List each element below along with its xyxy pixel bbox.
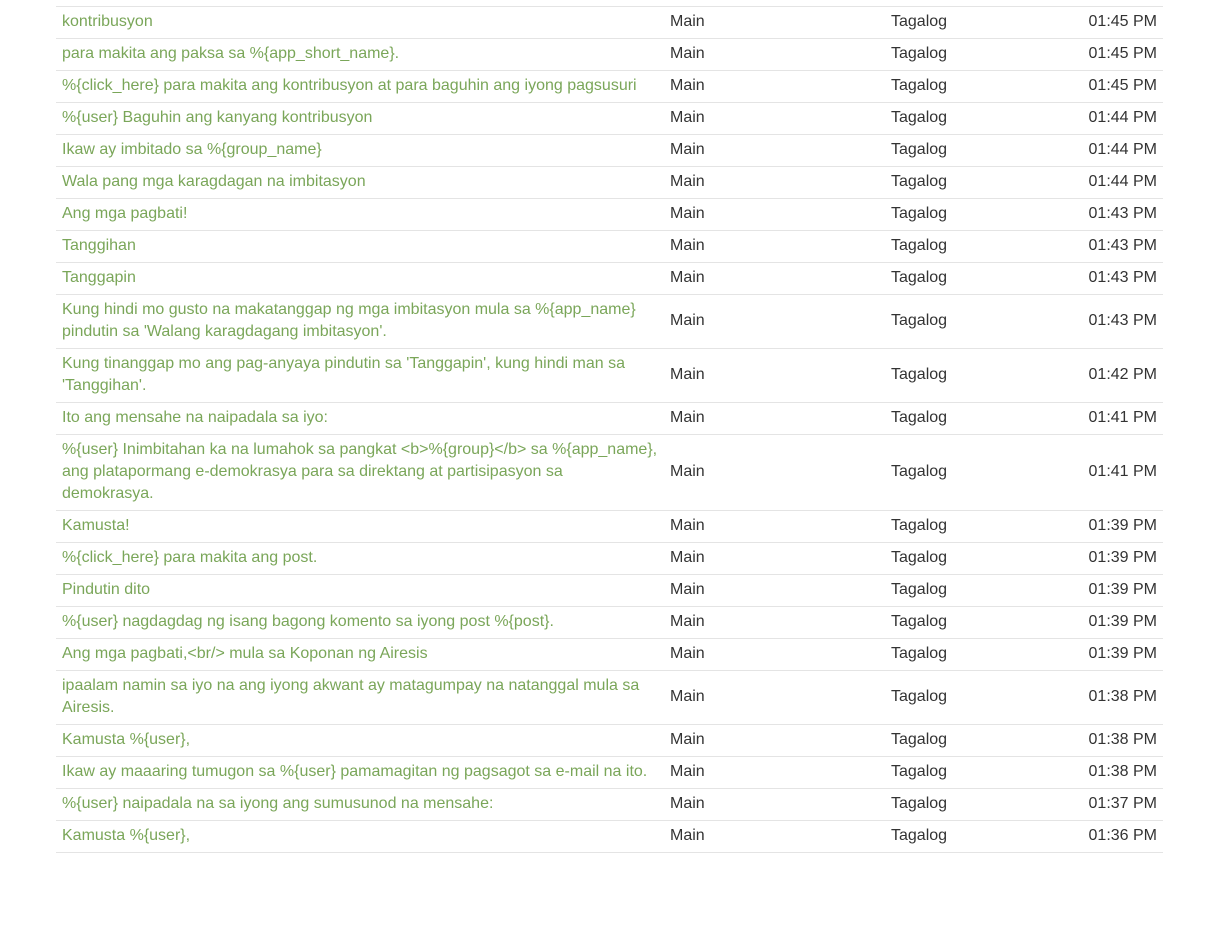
time-cell: 01:39 PM [1088,645,1157,662]
translation-text-link[interactable]: ipaalam namin sa iyo na ang iyong akwant ay matagumpay na natanggal mula sa Airesis. [62,677,640,716]
module-cell: Main [670,141,705,158]
language-cell: Tagalog [891,688,948,705]
module-cell: Main [670,13,705,30]
translation-text-link[interactable]: Tanggihan [62,237,136,254]
table-row [56,757,1163,789]
time-cell: 01:43 PM [1088,269,1157,286]
language-cell: Tagalog [891,409,948,426]
language-cell: Tagalog [891,77,948,94]
time-cell: 01:44 PM [1088,173,1157,190]
table-row [56,435,1163,511]
module-cell: Main [670,517,705,534]
module-cell: Main [670,463,705,480]
time-cell: 01:43 PM [1088,312,1157,329]
language-cell: Tagalog [891,237,948,254]
language-cell: Tagalog [891,312,948,329]
module-cell: Main [670,731,705,748]
translation-text-link[interactable]: Kung hindi mo gusto na makatanggap ng mga imbitasyon mula sa %{app_name} pindutin sa 'Walang karagdagang imbitasyon'. [62,301,636,340]
table-row [56,543,1163,575]
translations-table [56,6,1163,853]
language-cell: Tagalog [891,269,948,286]
translation-text-link[interactable]: %{user} Inimbitahan ka na lumahok sa pangkat <b>%{group}</b> sa %{app_name}, ang platapormang e-demokrasya para sa direktang at partisipasyon sa demokrasya. [62,441,658,502]
translation-text-link[interactable]: Kamusta %{user}, [62,731,191,748]
translation-text-link[interactable]: kontribusyon [62,13,153,30]
module-cell: Main [670,366,705,383]
language-cell: Tagalog [891,581,948,598]
language-cell: Tagalog [891,45,948,62]
table-row [56,199,1163,231]
table-row [56,103,1163,135]
module-cell: Main [670,409,705,426]
language-cell: Tagalog [891,731,948,748]
translation-text-link[interactable]: Ikaw ay maaaring tumugon sa %{user} pamamagitan ng pagsagot sa e-mail na ito. [62,763,648,780]
translations-table-body [56,7,1163,853]
table-row [56,349,1163,403]
table-row [56,607,1163,639]
time-cell: 01:38 PM [1088,731,1157,748]
table-row [56,295,1163,349]
module-cell: Main [670,205,705,222]
table-row [56,671,1163,725]
time-cell: 01:36 PM [1088,827,1157,844]
module-cell: Main [670,581,705,598]
language-cell: Tagalog [891,13,948,30]
table-row [56,789,1163,821]
language-cell: Tagalog [891,517,948,534]
table-row [56,511,1163,543]
module-cell: Main [670,688,705,705]
time-cell: 01:45 PM [1088,45,1157,62]
table-row [56,725,1163,757]
translation-text-link[interactable]: Kung tinanggap mo ang pag-anyaya pindutin sa 'Tanggapin', kung hindi man sa 'Tanggihan'. [62,355,625,394]
module-cell: Main [670,763,705,780]
module-cell: Main [670,269,705,286]
module-cell: Main [670,549,705,566]
language-cell: Tagalog [891,613,948,630]
time-cell: 01:42 PM [1088,366,1157,383]
translation-text-link[interactable]: Kamusta! [62,517,130,534]
language-cell: Tagalog [891,549,948,566]
time-cell: 01:38 PM [1088,763,1157,780]
language-cell: Tagalog [891,827,948,844]
language-cell: Tagalog [891,366,948,383]
translation-text-link[interactable]: Ito ang mensahe na naipadala sa iyo: [62,409,328,426]
time-cell: 01:37 PM [1088,795,1157,812]
time-cell: 01:43 PM [1088,237,1157,254]
language-cell: Tagalog [891,763,948,780]
table-row [56,71,1163,103]
language-cell: Tagalog [891,205,948,222]
language-cell: Tagalog [891,463,948,480]
language-cell: Tagalog [891,173,948,190]
time-cell: 01:44 PM [1088,141,1157,158]
module-cell: Main [670,312,705,329]
translation-text-link[interactable]: %{user} nagdagdag ng isang bagong komento sa iyong post %{post}. [62,613,554,630]
translation-text-link[interactable]: Pindutin dito [62,581,151,598]
module-cell: Main [670,109,705,126]
translation-text-link[interactable]: Ikaw ay imbitado sa %{group_name} [62,141,322,158]
module-cell: Main [670,795,705,812]
time-cell: 01:44 PM [1088,109,1157,126]
language-cell: Tagalog [891,795,948,812]
time-cell: 01:45 PM [1088,13,1157,30]
time-cell: 01:41 PM [1088,463,1157,480]
time-cell: 01:39 PM [1088,581,1157,598]
table-row [56,135,1163,167]
time-cell: 01:43 PM [1088,205,1157,222]
time-cell: 01:39 PM [1088,613,1157,630]
time-cell: 01:45 PM [1088,77,1157,94]
module-cell: Main [670,173,705,190]
table-row [56,39,1163,71]
module-cell: Main [670,613,705,630]
translation-text-link[interactable]: %{user} naipadala na sa iyong ang sumusunod na mensahe: [62,795,494,812]
translation-text-link[interactable]: %{click_here} para makita ang post. [62,549,318,566]
time-cell: 01:39 PM [1088,549,1157,566]
module-cell: Main [670,237,705,254]
time-cell: 01:41 PM [1088,409,1157,426]
table-row [56,167,1163,199]
module-cell: Main [670,77,705,94]
module-cell: Main [670,645,705,662]
language-cell: Tagalog [891,109,948,126]
table-row [56,639,1163,671]
time-cell: 01:38 PM [1088,688,1157,705]
table-row [56,231,1163,263]
language-cell: Tagalog [891,141,948,158]
translation-text-link[interactable]: Tanggapin [62,269,136,286]
table-row [56,263,1163,295]
translation-text-link[interactable]: %{user} Baguhin ang kanyang kontribusyon [62,109,373,126]
translation-text-link[interactable]: Wala pang mga karagdagan na imbitasyon [62,173,366,190]
translation-text-link[interactable]: para makita ang paksa sa %{app_short_name}. [62,45,400,62]
table-row [56,821,1163,853]
table-row [56,575,1163,607]
translations-table-container [56,6,1163,853]
module-cell: Main [670,45,705,62]
translation-text-link[interactable]: Kamusta %{user}, [62,827,191,844]
language-cell: Tagalog [891,645,948,662]
translation-text-link[interactable]: Ang mga pagbati,<br/> mula sa Koponan ng Airesis [62,645,428,662]
time-cell: 01:39 PM [1088,517,1157,534]
table-row [56,403,1163,435]
table-row [56,7,1163,39]
translation-text-link[interactable]: %{click_here} para makita ang kontribusyon at para baguhin ang iyong pagsusuri [62,77,637,94]
module-cell: Main [670,827,705,844]
translation-text-link[interactable]: Ang mga pagbati! [62,205,188,222]
